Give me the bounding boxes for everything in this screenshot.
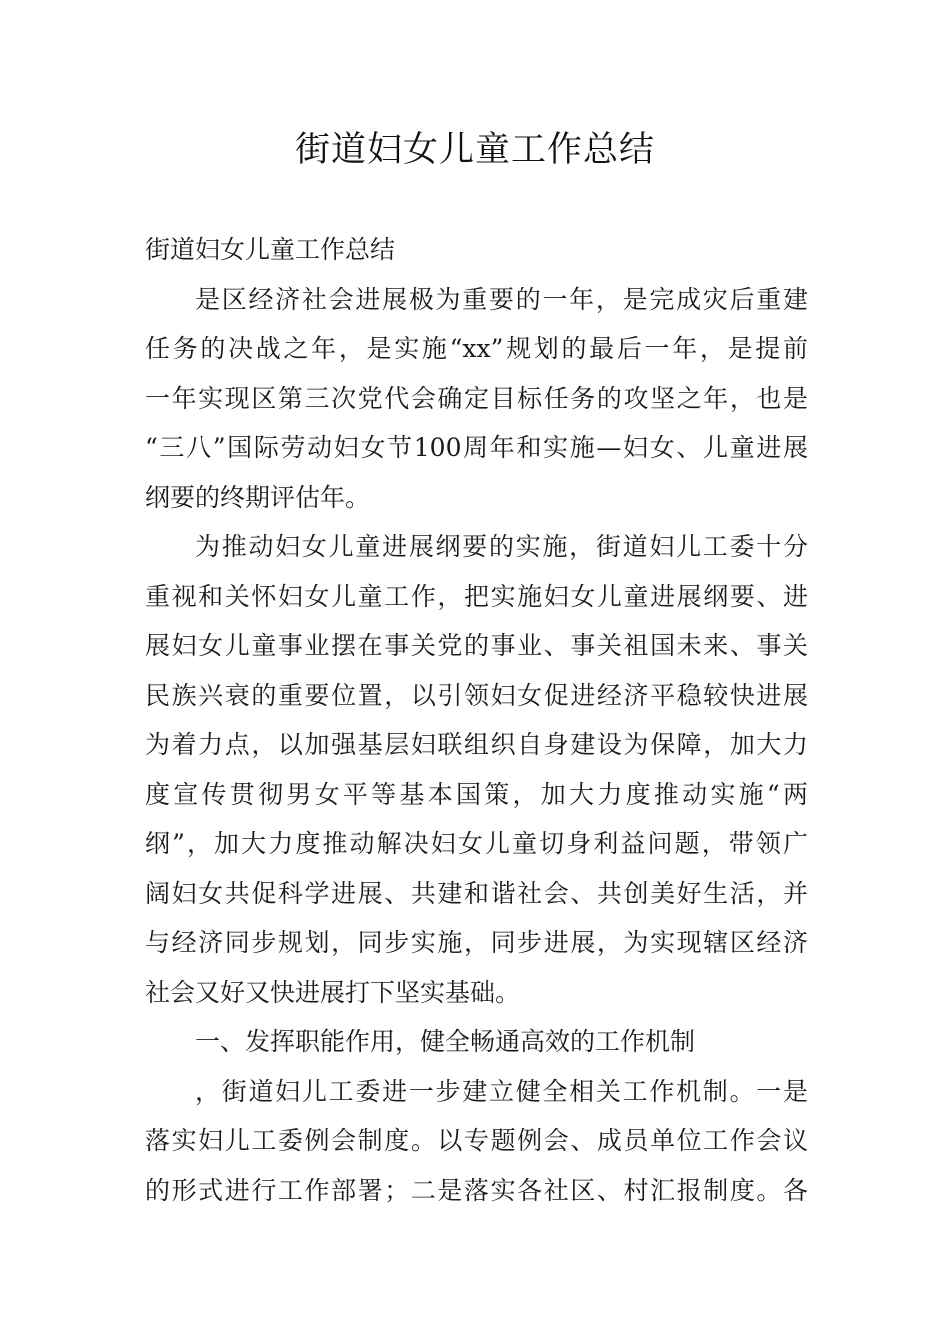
text-line: 是区经济社会进展极为重要的一年，是完成灾后重建 — [195, 284, 808, 314]
text-line: 重视和关怀妇女儿童工作，把实施妇女儿童进展纲要、进 — [145, 581, 808, 611]
text-line: 展妇女儿童事业摆在事关党的事业、事关祖国未来、事关 — [145, 631, 808, 660]
text-line: 一、发挥职能作用，健全畅通高效的工作机制 — [195, 1027, 696, 1056]
text-line: 的形式进行工作部署；二是落实各社区、村汇报制度。各 — [145, 1175, 808, 1205]
text-line: ，街道妇儿工委进一步建立健全相关工作机制。一是 — [195, 1076, 808, 1106]
text-line: 纲要的终期评估年。 — [145, 482, 371, 512]
text-line: 街道妇女儿童工作总结 — [145, 235, 396, 264]
text-line: 度宣传贯彻男女平等基本国策，加大力度推动实施“两 — [145, 779, 808, 809]
text-line: 为推动妇女儿童进展纲要的实施，街道妇儿工委十分 — [195, 532, 808, 561]
document-title: 街道妇女儿童工作总结 — [294, 130, 655, 170]
text-line: 为着力点，以加强基层妇联组织自身建设为保障，加大力 — [145, 730, 808, 759]
document-body — [145, 225, 808, 1215]
text-line: “三八”国际劳动妇女节100周年和实施—妇女、儿童进展 — [145, 433, 808, 462]
text-line: 民族兴衰的重要位置，以引领妇女促进经济平稳较快进展 — [145, 680, 808, 710]
text-line: 任务的决战之年，是实施“xx”规划的最后一年，是提前 — [145, 334, 808, 363]
text-line: 纲”，加大力度推动解决妇女儿童切身利益问题，带领广 — [145, 829, 808, 858]
text-line: 一年实现区第三次党代会确定目标任务的攻坚之年，也是 — [145, 383, 808, 413]
text-line: 社会又好又快进展打下坚实基础。 — [145, 977, 521, 1007]
text-line: 与经济同步规划，同步实施，同步进展，为实现辖区经济 — [145, 928, 808, 957]
text-line: 阔妇女共促科学进展、共建和谐社会、共创美好生活，并 — [145, 878, 808, 908]
text-line: 落实妇儿工委例会制度。以专题例会、成员单位工作会议 — [145, 1126, 808, 1155]
